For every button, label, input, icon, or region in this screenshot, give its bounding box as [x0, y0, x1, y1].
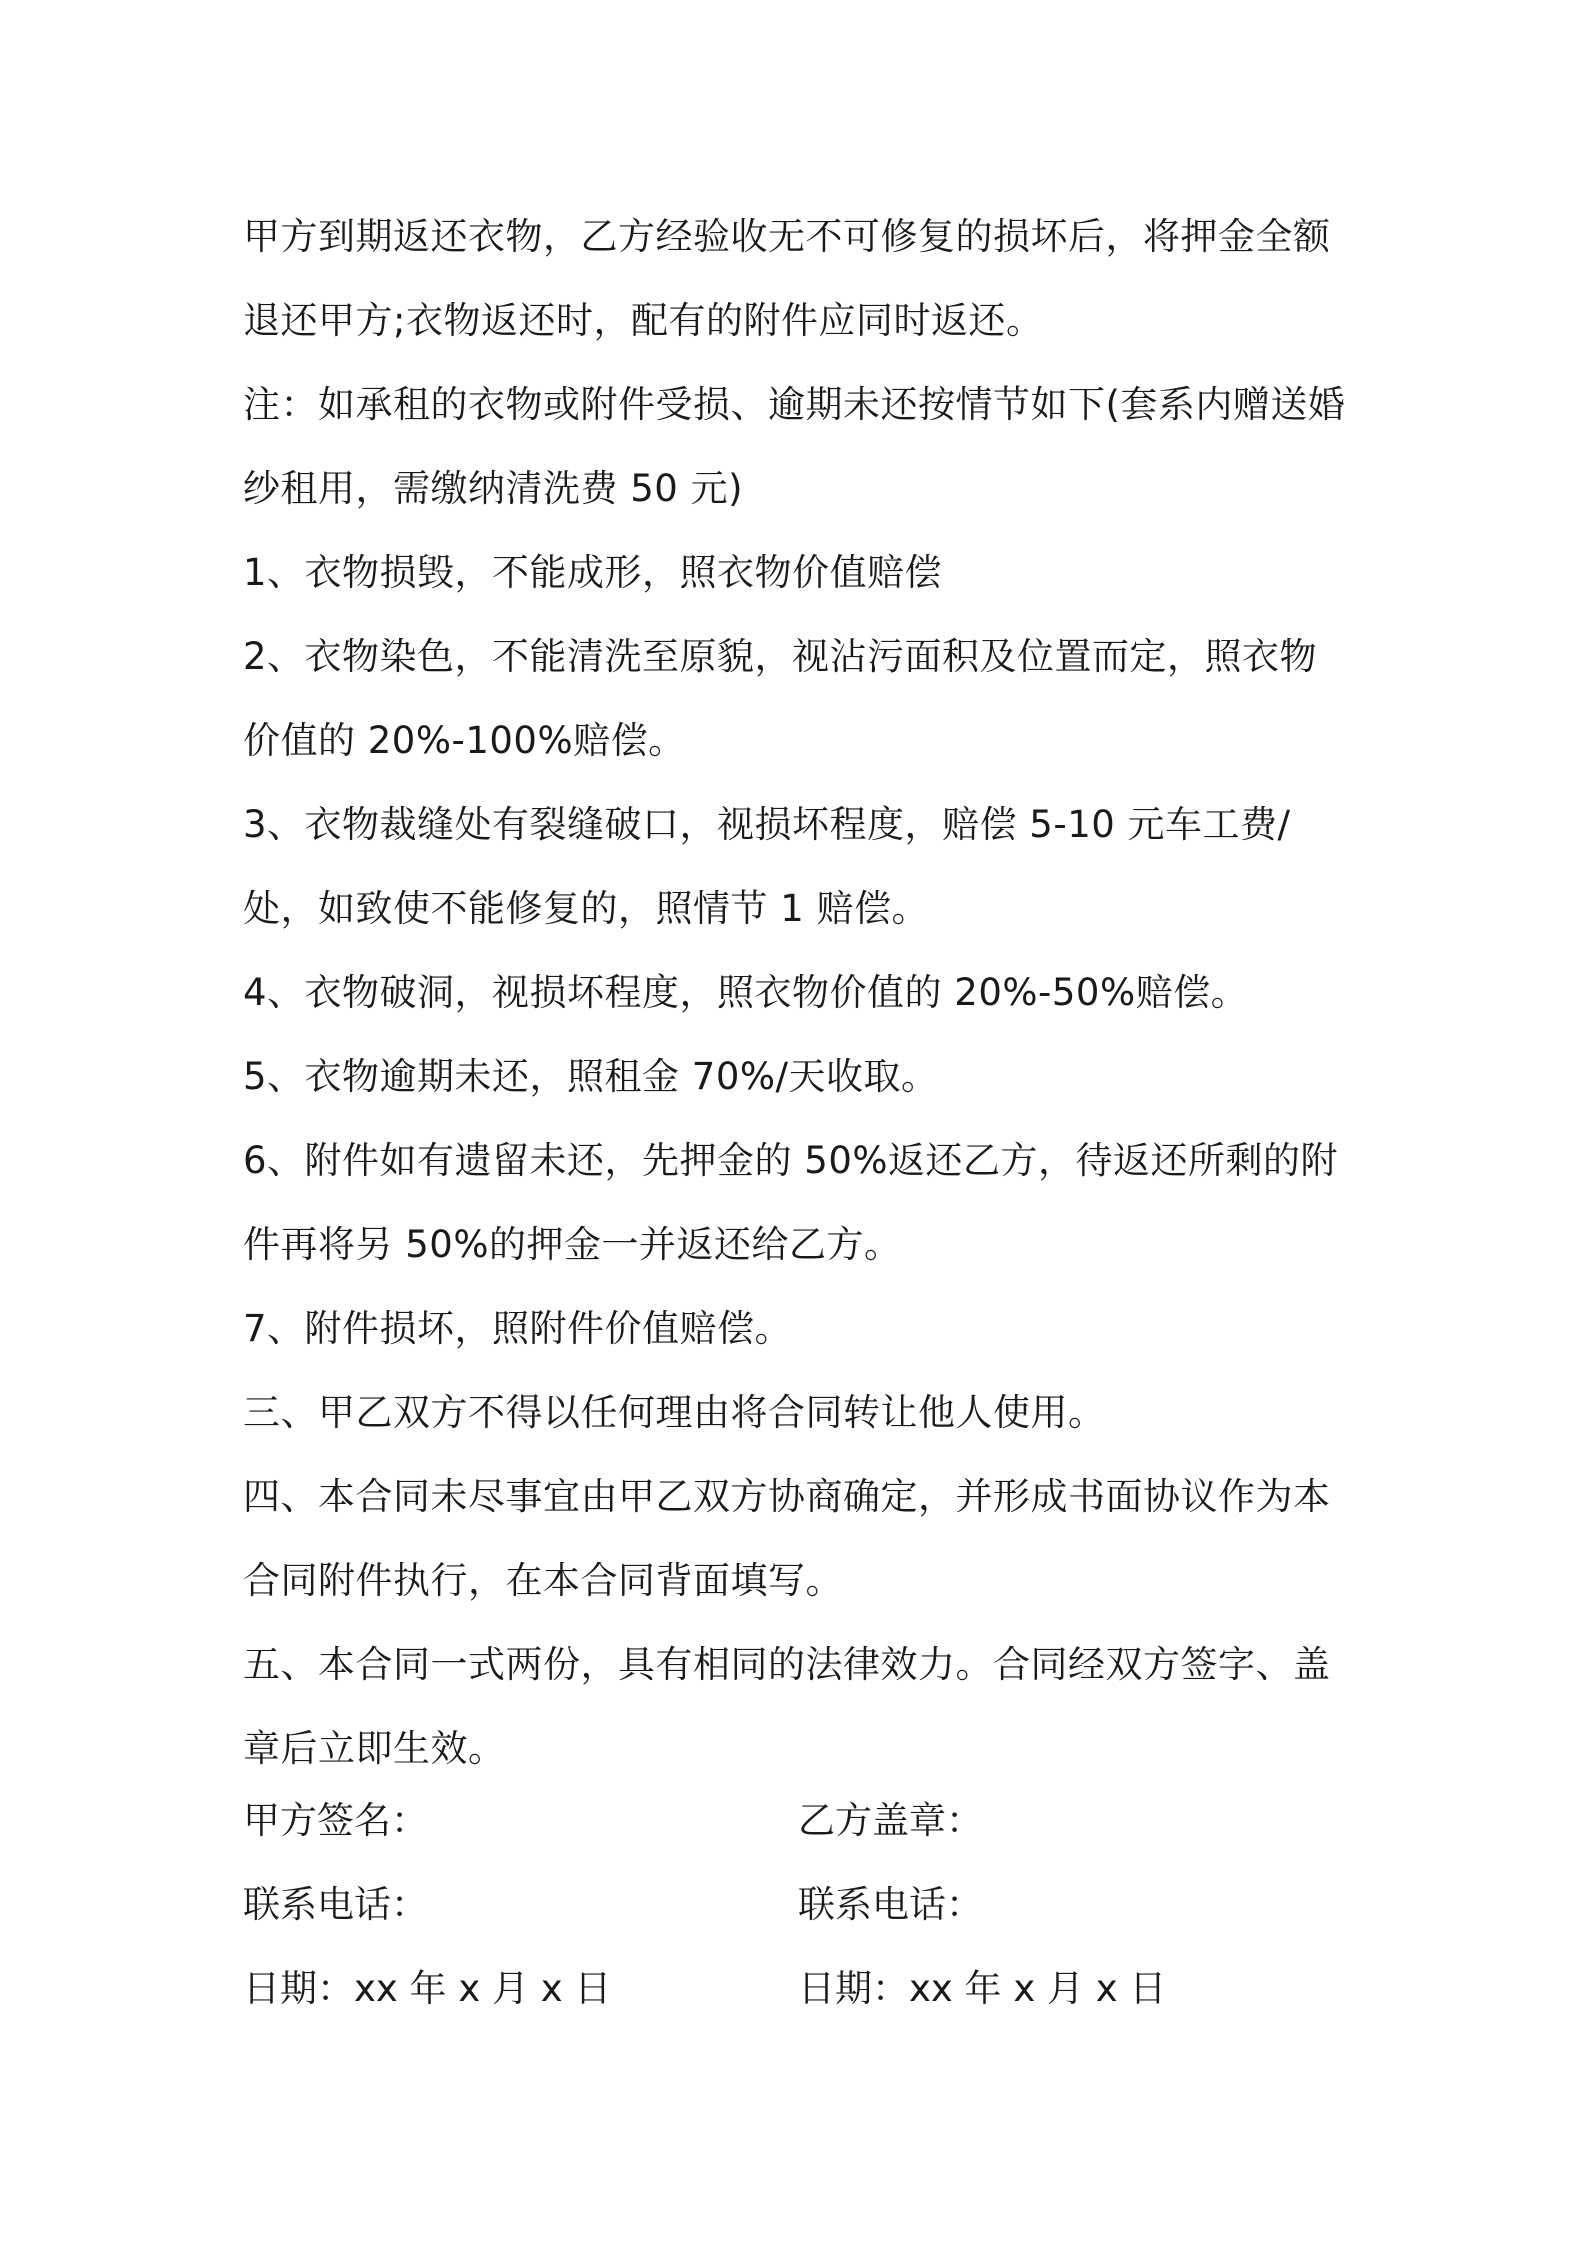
signature-block	[243, 1775, 1353, 2027]
signature-row-sign	[243, 1775, 1353, 1859]
paragraph-item-1: 1、衣物损毁，不能成形，照衣物价值赔偿	[243, 551, 943, 594]
paragraph-item-3: 3、衣物裁缝处有裂缝破口，视损坏程度，赔偿 5-10 元车工费/处，如致使不能修复的，照情节 1 赔偿。	[243, 803, 1291, 930]
signature-row-date	[243, 1943, 1353, 2027]
paragraph-item-7: 7、附件损坏，照附件价值赔偿。	[243, 1307, 793, 1350]
paragraph-section-4: 四、本合同未尽事宜由甲乙双方协商确定，并形成书面协议作为本合同附件执行，在本合同背面填写。	[243, 1475, 1331, 1602]
paragraph-damage-note: 注：如承租的衣物或附件受损、逾期未还按情节如下(套系内赠送婚纱租用，需缴纳清洗费 50 元)	[243, 383, 1346, 510]
party-b-date-label: 日期：xx 年 x 月 x 日	[798, 1967, 1167, 2010]
paragraph-return-clause: 甲方到期返还衣物，乙方经验收无不可修复的损坏后，将押金全额退还甲方;衣物返还时，配有的附件应同时返还。	[243, 215, 1331, 342]
paragraph-item-5: 5、衣物逾期未还，照租金 70%/天收取。	[243, 1055, 939, 1098]
party-b-phone-label: 联系电话：	[798, 1883, 983, 1926]
contract-body	[243, 195, 1353, 1791]
paragraph-section-5: 五、本合同一式两份，具有相同的法律效力。合同经双方签字、盖章后立即生效。	[243, 1643, 1331, 1770]
paragraph-item-2: 2、衣物染色，不能清洗至原貌，视沾污面积及位置而定，照衣物价值的 20%-100%赔偿。	[243, 635, 1318, 762]
party-a-date-label: 日期：xx 年 x 月 x 日	[243, 1967, 612, 2010]
paragraph-section-3: 三、甲乙双方不得以任何理由将合同转让他人使用。	[243, 1391, 1106, 1434]
signature-row-phone	[243, 1859, 1353, 1943]
paragraph-item-6: 6、附件如有遗留未还，先押金的 50%返还乙方，待返还所剩的附件再将另 50%的押金一并返还给乙方。	[243, 1139, 1339, 1266]
paragraph-item-4: 4、衣物破洞，视损坏程度，照衣物价值的 20%-50%赔偿。	[243, 971, 1249, 1014]
party-b-seal-label: 乙方盖章：	[798, 1799, 983, 1842]
party-a-sign-label: 甲方签名：	[243, 1799, 428, 1842]
party-a-phone-label: 联系电话：	[243, 1883, 428, 1926]
